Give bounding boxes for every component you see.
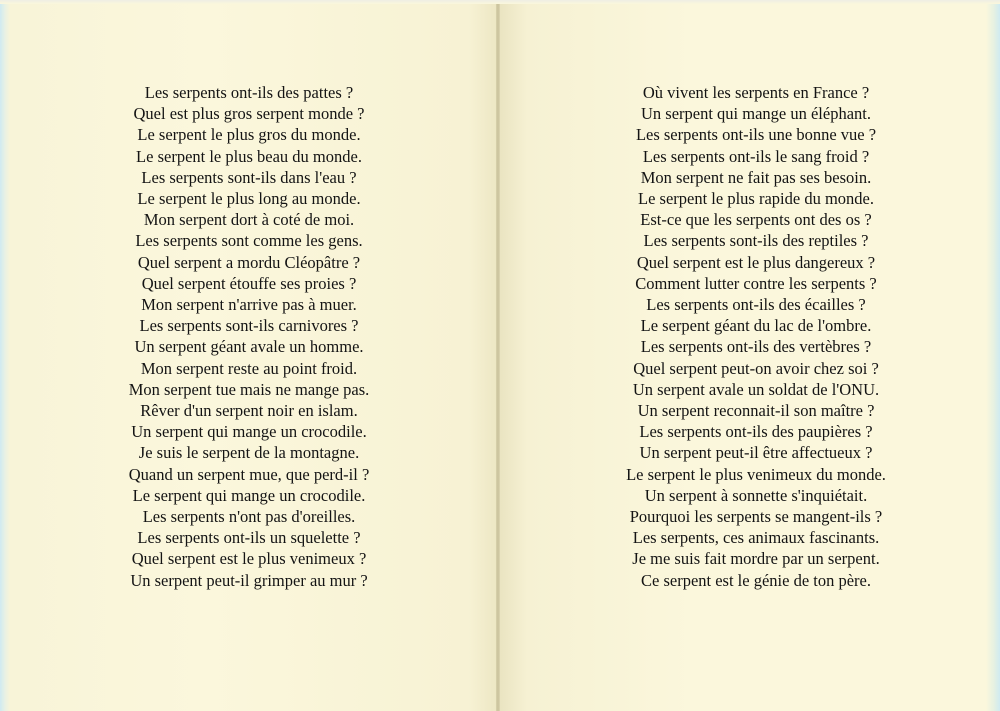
text-line: Le serpent géant du lac de l'ombre. bbox=[640, 316, 872, 336]
text-line: Les serpents n'ont pas d'oreilles. bbox=[142, 507, 356, 527]
text-line: Quand un serpent mue, que perd-il ? bbox=[128, 464, 370, 484]
text-line: Un serpent géant avale un homme. bbox=[134, 337, 364, 357]
text-line: Un serpent à sonnette s'inquiétait. bbox=[644, 485, 868, 505]
text-line: Les serpents ont-ils un squelette ? bbox=[137, 528, 361, 548]
text-line: Quel serpent étouffe ses proies ? bbox=[141, 273, 357, 293]
text-line: Les serpents ont-ils des écailles ? bbox=[646, 295, 866, 315]
text-line: Les serpents sont comme les gens. bbox=[135, 231, 363, 251]
scan-top-edge bbox=[0, 0, 1000, 4]
text-line: Les serpents ont-ils des pattes ? bbox=[144, 83, 354, 102]
text-line: Mon serpent n'arrive pas à muer. bbox=[141, 295, 357, 315]
text-line: Les serpents sont-ils dans l'eau ? bbox=[141, 167, 357, 187]
text-line: Le serpent le plus long au monde. bbox=[137, 189, 361, 209]
text-line: Le serpent le plus beau du monde. bbox=[136, 146, 362, 166]
text-line: Mon serpent dort à coté de moi. bbox=[143, 210, 355, 230]
text-line: Un serpent peut-il être affectueux ? bbox=[639, 443, 873, 463]
text-line: Les serpents, ces animaux fascinants. bbox=[632, 528, 880, 548]
text-line: Un serpent peut-il grimper au mur ? bbox=[130, 570, 368, 590]
text-line: Quel serpent est le plus venimeux ? bbox=[131, 549, 367, 569]
right-page-text bbox=[498, 82, 1000, 591]
text-line: Mon serpent tue mais ne mange pas. bbox=[128, 379, 370, 399]
text-line: Les serpents sont-ils des reptiles ? bbox=[643, 231, 869, 251]
text-line: Un serpent qui mange un crocodile. bbox=[131, 422, 367, 442]
text-line: Un serpent reconnait-il son maître ? bbox=[637, 401, 875, 421]
text-line: Quel serpent a mordu Cléopâtre ? bbox=[137, 252, 361, 272]
text-line: Le serpent le plus rapide du monde. bbox=[638, 189, 874, 209]
text-line: Pourquoi les serpents se mangent-ils ? bbox=[629, 507, 883, 527]
left-page-text bbox=[0, 82, 498, 591]
text-line: Mon serpent ne fait pas ses besoin. bbox=[640, 167, 872, 187]
text-line: Le serpent le plus venimeux du monde. bbox=[626, 464, 886, 484]
text-line: Mon serpent reste au point froid. bbox=[140, 358, 358, 378]
text-line: Le serpent qui mange un crocodile. bbox=[132, 485, 366, 505]
text-line: Je suis le serpent de la montagne. bbox=[138, 443, 360, 463]
text-line: Rêver d'un serpent noir en islam. bbox=[140, 401, 358, 421]
text-line: Où vivent les serpents en France ? bbox=[642, 83, 870, 102]
text-line: Le serpent le plus gros du monde. bbox=[137, 125, 361, 145]
text-line: Quel serpent peut-on avoir chez soi ? bbox=[633, 358, 879, 378]
text-line: Les serpents ont-ils une bonne vue ? bbox=[635, 125, 877, 145]
text-line: Un serpent qui mange un éléphant. bbox=[640, 104, 872, 124]
text-line: Quel est plus gros serpent monde ? bbox=[133, 104, 365, 124]
text-line: Est-ce que les serpents ont des os ? bbox=[640, 210, 872, 230]
text-line: Comment lutter contre les serpents ? bbox=[635, 273, 877, 293]
text-line: Un serpent avale un soldat de l'ONU. bbox=[632, 379, 880, 399]
text-line: Les serpents ont-ils le sang froid ? bbox=[642, 146, 870, 166]
text-line: Les serpents ont-ils des vertèbres ? bbox=[640, 337, 872, 357]
text-line: Je me suis fait mordre par un serpent. bbox=[632, 549, 880, 569]
text-line: Ce serpent est le génie de ton père. bbox=[641, 570, 871, 590]
text-line: Quel serpent est le plus dangereux ? bbox=[636, 252, 876, 272]
text-line: Les serpents sont-ils carnivores ? bbox=[139, 316, 359, 336]
text-line: Les serpents ont-ils des paupières ? bbox=[639, 422, 873, 442]
